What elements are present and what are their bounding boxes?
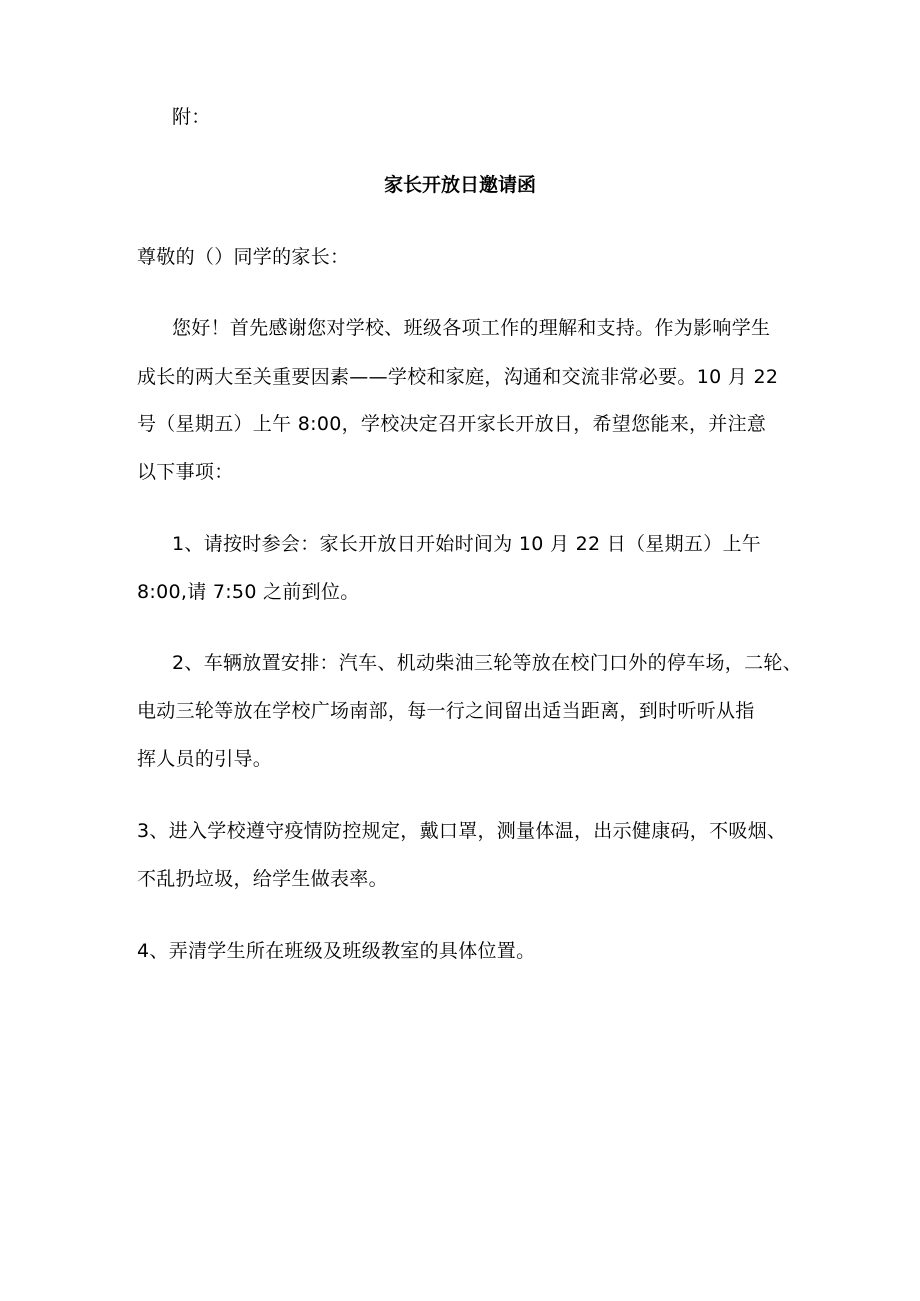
item-2-line: 2、车辆放置安排：汽车、机动柴油三轮等放在校门口外的停车场，二轮、	[172, 652, 802, 674]
item-2-line: 电动三轮等放在学校广场南部，每一行之间留出适当距离，到时听听从指	[137, 700, 755, 722]
item-4-line: 4、弄清学生所在班级及班级教室的具体位置。	[137, 940, 536, 962]
document-title: 家长开放日邀请函	[383, 174, 536, 196]
intro-line: 号（星期五）上午 8:00，学校决定召开家长开放日，希望您能来，并注意	[137, 413, 767, 435]
intro-line: 成长的两大至关重要因素——学校和家庭，沟通和交流非常必要。10 月 22	[137, 366, 779, 388]
attachment-label: 附：	[172, 106, 211, 128]
item-1-line: 8:00,请 7:50 之前到位。	[137, 581, 360, 603]
item-1-line: 1、请按时参会：家长开放日开始时间为 10 月 22 日（星期五）上午	[172, 533, 762, 555]
salutation: 尊敬的（）同学的家长：	[137, 246, 350, 268]
item-3-line: 不乱扔垃圾，给学生做表率。	[137, 868, 388, 890]
intro-line: 以下事项：	[137, 461, 234, 483]
intro-line: 您好！首先感谢您对学校、班级各项工作的理解和支持。作为影响学生	[172, 317, 771, 339]
item-3-line: 3、进入学校遵守疫情防控规定，戴口罩，测量体温，出示健康码，不吸烟、	[137, 820, 787, 842]
item-2-line: 挥人员的引导。	[137, 748, 273, 770]
